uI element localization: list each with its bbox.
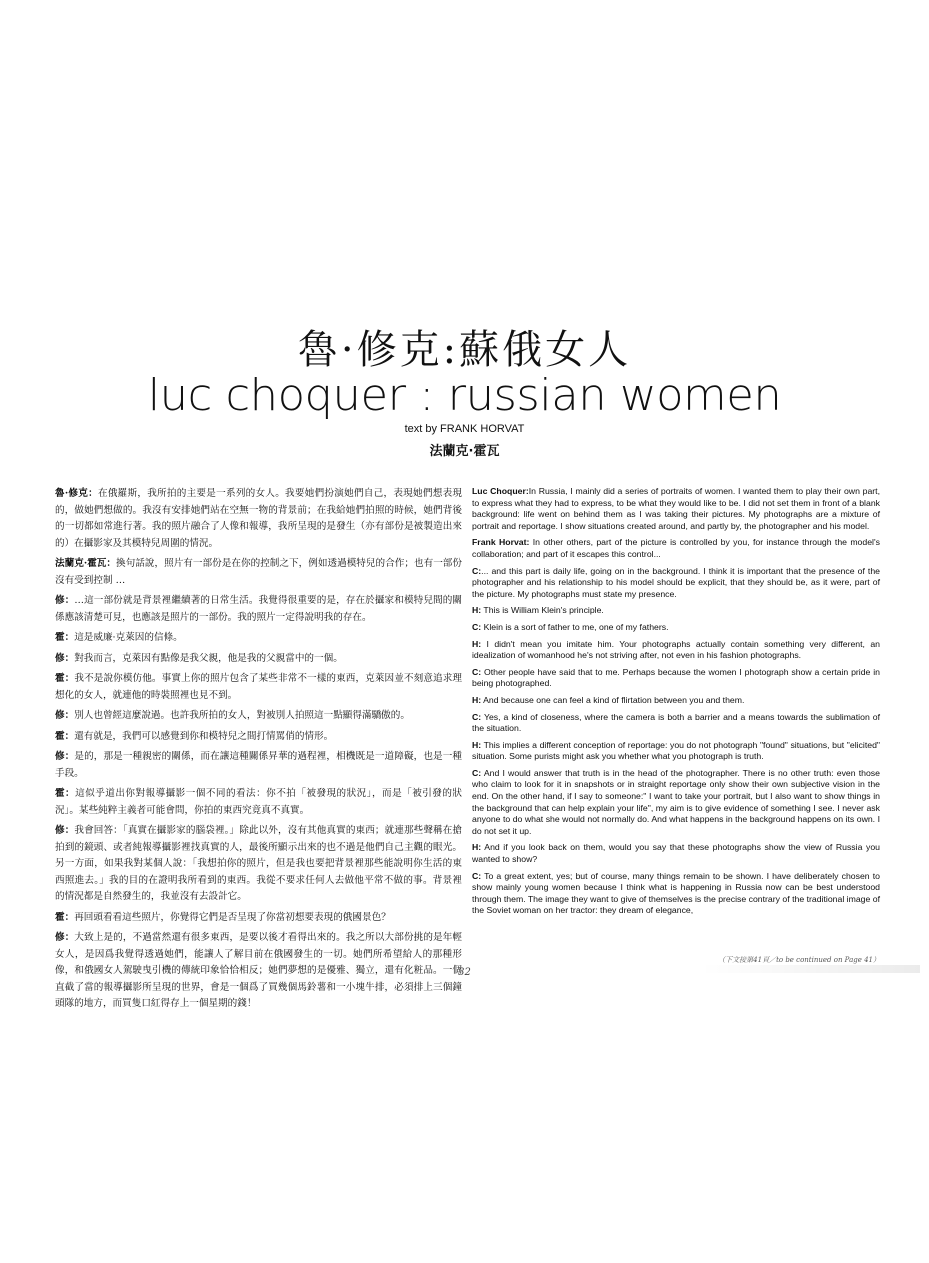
speaker-label: H:: [472, 694, 482, 705]
english-text-column: [472, 486, 880, 922]
paragraph-text: 我不是說你模仿他。事實上你的照片包含了某些非常不一樣的東西，克萊因並不刻意追求理想化的女人，就連他的時裝照裡也見不到。: [55, 673, 463, 701]
paragraph: [55, 749, 462, 782]
paragraph-text: Other people have said that to me. Perhaps because the women I photograph show a certain pride in being photographed.: [472, 666, 880, 689]
paragraph-text: 大致上是的，不過當然還有很多東西，是要以後才看得出來的。我之所以大部份挑的是年輕女人，是因爲我覺得透過她們，能讓人了解目前在俄國發生的一切。她們所希望給人的那種形像，和俄國女人駕駛曳引機的傳統印象恰恰相反；她們夢想的是優雅、獨立，還有化粧品。一個直截了當的報導攝影所呈現的世界，會是一個爲了買幾個馬鈴薯和一小塊牛排，必須排上三個鐘頭隊的地方，而買隻口紅得存上一個星期的錢！: [55, 932, 463, 1009]
paragraph: [55, 671, 462, 704]
paragraph: [55, 593, 462, 626]
speaker-label: H:: [472, 739, 482, 750]
paragraph-text: And I would answer that truth is in the head of the photographer. There is no other truth: even those who claim to look for it in snapshots or in straight reportage only show their own subjective vision in the end. On the other hand, if I say to someone:" I want to take your portrait, but I also want to show things in the background that can help explain your life", my aim is to give evidence of something I see. I never ask anyone to do what she would not normally do. And what happens in the background happens on its own. I do not set it up.: [472, 767, 880, 836]
paragraph-text: 還有就是，我們可以感覺到你和模特兒之間打情罵俏的情形。: [74, 730, 334, 742]
speaker-label: C:: [472, 870, 482, 881]
paragraph: [472, 667, 880, 690]
paragraph: [472, 605, 880, 617]
speaker-label: H:: [472, 638, 482, 649]
paragraph-text: 在俄羅斯，我所拍的主要是一系列的女人。我要她們扮演她們自己，表現她們想表現的，做她們想做的。我沒有安排她們站在空無一物的背景前；在我給她們拍照的時候，她們背後的一切都如常進行著。我的照片融合了人像和報導，我所呈現的是發生（亦有部份是被製造出來的）在攝影家及其模特兒周圍的情況。: [55, 488, 463, 549]
paragraph: [55, 823, 462, 906]
speaker-label: H:: [472, 605, 482, 616]
paragraph: [55, 630, 462, 647]
paragraph-text: I didn't mean you imitate him. Your photographs actually contain something very different, an idealization of womanhood he's not striving after, not even in his fashion photographs.: [472, 638, 880, 661]
paragraph-text: ... and this part is daily life, going on in the background. I think it is important that the presence of the photographer and his relationship to his model should be explicit, that they should be, as it were, part of the picture. My photographs must state my presence.: [472, 565, 880, 599]
speaker-label: 修：: [55, 825, 75, 836]
byline-chinese: 法蘭克·霍瓦: [429, 444, 500, 459]
paragraph-text: 對我而言，克萊因有點像是我父親，他是我的父親當中的一個。: [74, 652, 343, 664]
speaker-label: 霍：: [55, 730, 75, 742]
speaker-label: 霍：: [55, 673, 75, 684]
title-english: luc choquer : russian women: [147, 370, 782, 421]
speaker-label: 修：: [55, 652, 75, 664]
paragraph-text: 換句話說，照片有一部份是在你的控制之下，例如透過模特兒的合作；也有一部份沒有受到控制 …: [55, 558, 463, 586]
speaker-label: 修：: [55, 710, 75, 721]
paragraph-text: And if you look back on them, would you say that these photographs show the view of Russia you wanted to show?: [472, 842, 880, 865]
paragraph: [55, 651, 462, 668]
paragraph: [55, 486, 462, 552]
paragraph: [472, 695, 880, 707]
chinese-text-column: [55, 486, 462, 1017]
paragraph-text: 我會回答：「真實在攝影家的腦袋裡。」除此以外，沒有其他真實的東西；就連那些聲稱在搶拍到的鏡頭、或者純報導攝影裡找真實的人，最後所顯示出來的也不過是他們自己主觀的眼光。另一方面，如果我對某個人說：「我想拍你的照片，但是我也要把背景裡那些能說明你生活的東西照進去。」我的目的在證明我所看到的東西。我從不要求任何人去做他平常不做的事。背景裡的情況都是自然發生的，我並沒有去設計它。: [55, 825, 463, 902]
speaker-label: 修：: [55, 932, 75, 943]
paragraph-text: To a great extent, yes; but of course, many things remain to be shown. I have deliberately chosen to show mainly young women because I think what is happening in Russia now can be best understood through them. The image they want to give of themselves is the precise contrary of the traditional image of the Soviet woman on her tractor: they dream of elegance,: [472, 870, 880, 916]
paragraph: [472, 537, 880, 560]
paragraph: [472, 842, 880, 865]
speaker-label: 法蘭克·霍瓦：: [55, 558, 117, 569]
paragraph-text: In other others, part of the picture is controlled by you, for instance through the model's collaboration; and part of it escapes this control...: [472, 537, 880, 559]
speaker-label: C:: [472, 565, 482, 576]
speaker-label: H:: [472, 842, 482, 853]
speaker-label: 霍：: [55, 788, 76, 799]
paragraph-text: Yes, a kind of closeness, where the camera is both a barrier and a means towards the sublimation of the situation.: [472, 711, 880, 734]
speaker-label: 修：: [55, 595, 75, 606]
paragraph: [472, 566, 880, 601]
paragraph: [55, 729, 462, 746]
speaker-label: C:: [472, 621, 482, 632]
paragraph: [472, 486, 880, 532]
paragraph-text: Klein is a sort of father to me, one of my fathers.: [481, 621, 669, 632]
paragraph: [55, 556, 462, 589]
page-number: 32: [458, 967, 471, 978]
paragraph-text: 這似乎道出你對報導攝影一個不同的看法：你不拍「被發現的狀況」，而是「被引發的狀況」。某些純粹主義者可能會問，你拍的東西究竟真不真實。: [55, 788, 463, 816]
paragraph: [472, 622, 880, 634]
paragraph: [472, 639, 880, 662]
continued-note: （下文接第41頁／to be continued on Page 41）: [718, 956, 880, 964]
paragraph-text: 這是威廉·克萊因的信條。: [74, 632, 183, 643]
paragraph: [472, 740, 880, 763]
paragraph-text: And because one can feel a kind of flirtation between you and them.: [481, 694, 745, 705]
speaker-label: 霍：: [55, 632, 75, 643]
title-chinese: 魯·修克:蘇俄女人: [297, 327, 632, 373]
paragraph-text: 是的，那是一種親密的關係，而在讓這種關係昇華的過程裡，相機既是一道障礙，也是一種手段。: [55, 751, 463, 779]
paragraph-text: 再回頭看看這些照片，你覺得它們是否呈現了你當初想要表現的俄國景色？: [74, 911, 391, 923]
byline: text by FRANK HORVAT: [404, 423, 525, 435]
speaker-label: Luc Choquer:: [472, 486, 529, 496]
speaker-label: Frank Horvat:: [472, 537, 530, 548]
speaker-label: 魯·修克：: [55, 488, 98, 499]
paragraph: [55, 786, 462, 819]
paragraph-text: 別人也曾經這麼說過。也許我所拍的女人，對被別人拍照這一點顯得滿驕傲的。: [74, 710, 410, 721]
paragraph: [55, 708, 462, 725]
paragraph-text: …這一部份就是背景裡繼續著的日常生活。我覺得很重要的是，存在於攝家和模特兒間的關係應該清楚可見，也應該是照片的一部份。我的照片一定得說明我的存在。: [55, 595, 463, 623]
paragraph-text: In Russia, I mainly did a series of portraits of women. I wanted them to play their own part, to express what they had to express, to be what they would like to be. I did not set them in front of a blank background: life went on behind them as I was taking their pictures. My photographs are a mixture of portrait and reportage. I show situations created around, and partly by, the photographer and his model.: [472, 486, 880, 531]
paragraph-text: This implies a different conception of reportage: you do not photograph "found" situations, but "elicited" situation. Some purists might ask you whether what you photograph is truth.: [472, 739, 880, 762]
speaker-label: 霍：: [55, 911, 75, 923]
paragraph: [55, 910, 462, 927]
paragraph: [472, 768, 880, 838]
speaker-label: C:: [472, 711, 482, 722]
speaker-label: 修：: [55, 751, 75, 762]
paragraph: [472, 712, 880, 735]
paragraph-text: This is William Klein's principle.: [481, 605, 604, 616]
speaker-label: C:: [472, 767, 482, 778]
speaker-label: C:: [472, 666, 482, 677]
paragraph: [472, 871, 880, 917]
